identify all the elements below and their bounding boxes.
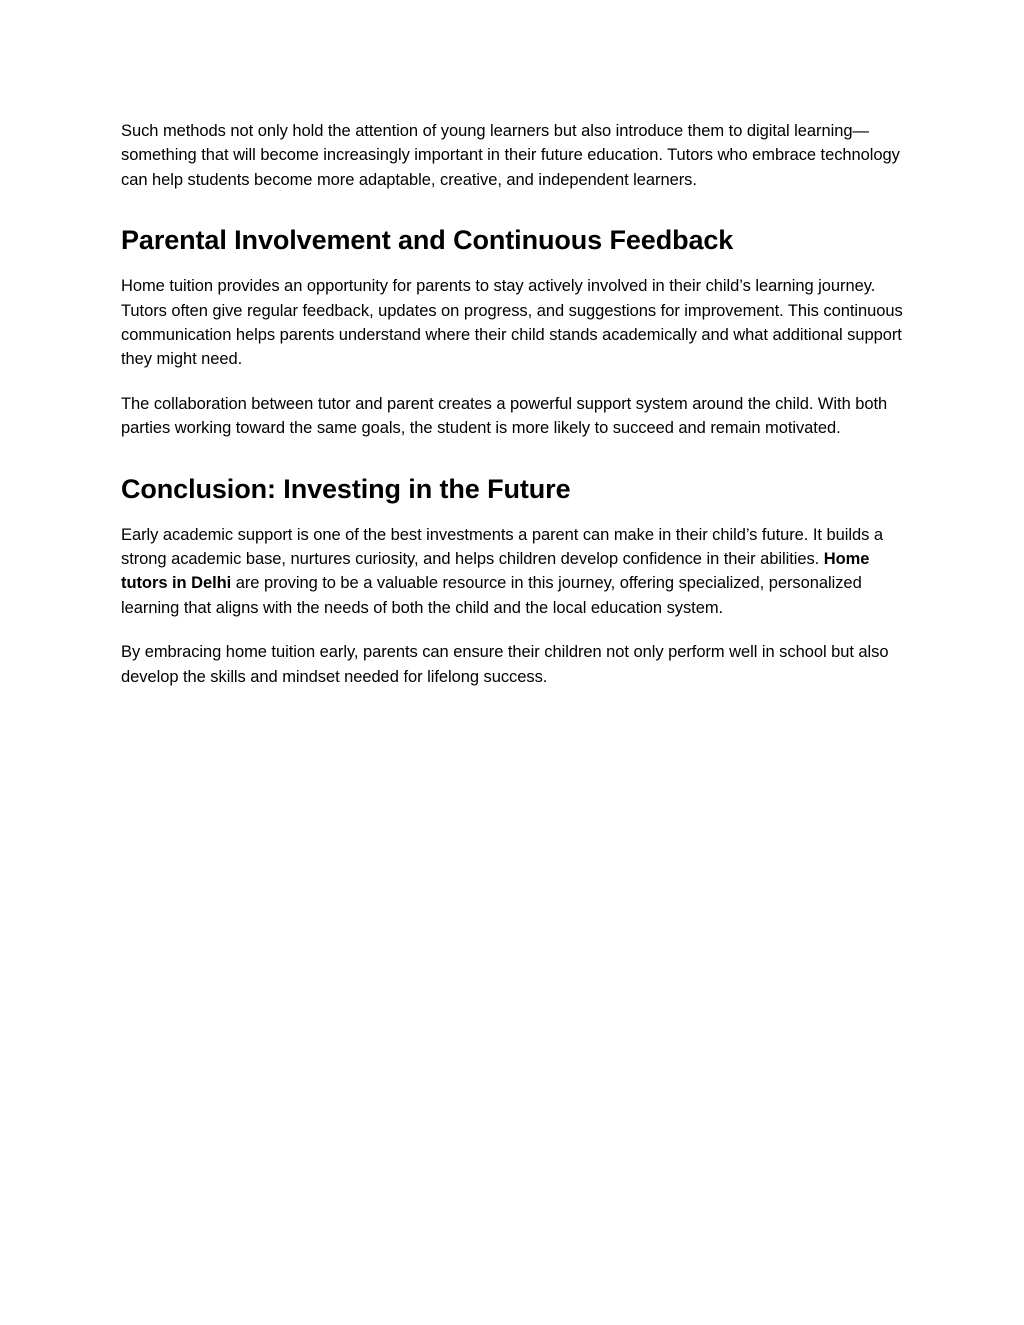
home-tutors-delhi-bold-text: Home tutors in Delhi	[121, 550, 870, 593]
conclusion-paragraph-1	[121, 523, 911, 621]
document-page	[121, 119, 911, 689]
conclusion-paragraph-2: By embracing home tuition early, parents can ensure their children not only perform well in school but also develop the skills and mindset needed for lifelong success.	[121, 643, 889, 686]
section-heading-parental-involvement: Parental Involvement and Continuous Feedback	[121, 225, 734, 256]
conclusion-paragraph-1-text-after: are proving to be a valuable resource in this journey, offering specialized, personalized learning that aligns with the needs of both the child and the local education system.	[121, 574, 862, 617]
intro-paragraph: Such methods not only hold the attention of young learners but also introduce them to digital learning—something that will become increasingly important in their future education. Tutors who embrace technology can help students become more adaptable, creative, and independent learners.	[121, 122, 900, 189]
parental-paragraph-1: Home tuition provides an opportunity for parents to stay actively involved in their child’s learning journey. Tutors often give regular feedback, updates on progress, and suggestions for improvement. This continuous communication helps parents understand where their child stands academically and what additional support they might need.	[121, 277, 903, 369]
conclusion-paragraph-1-text-before: Early academic support is one of the best investments a parent can make in their child’s future. It builds a strong academic base, nurtures curiosity, and helps children develop confidence in their abilities.	[121, 525, 883, 569]
section-heading-conclusion: Conclusion: Investing in the Future	[121, 473, 571, 504]
parental-paragraph-2: The collaboration between tutor and parent creates a powerful support system around the child. With both parties working toward the same goals, the student is more likely to succeed and remain motivated.	[121, 394, 888, 438]
